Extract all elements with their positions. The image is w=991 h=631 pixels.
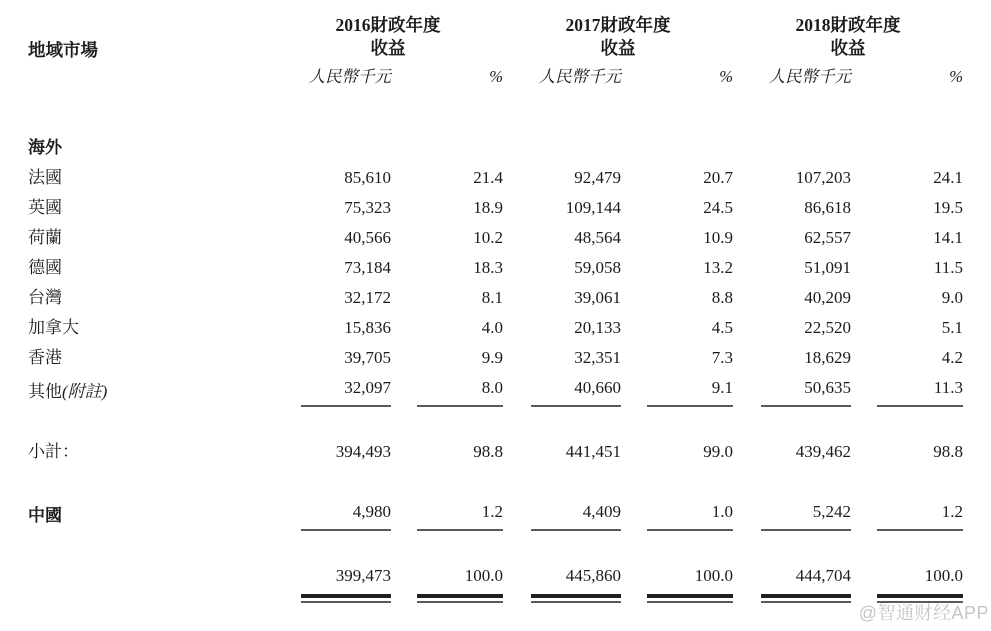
revenue-value: 39,061 — [574, 288, 621, 307]
single-rule: 1.0 — [647, 502, 733, 531]
percent-value: 18.9 — [473, 198, 503, 217]
fy2016-header-line1: 2016財政年度 — [335, 15, 441, 35]
double-rule: 100.0 — [417, 566, 503, 598]
revenue-value — [733, 497, 851, 531]
percent-value: 9.0 — [941, 288, 963, 307]
percent-header-2017: % — [719, 67, 733, 86]
percent-value: 24.1 — [933, 168, 963, 187]
single-rule: 1.2 — [417, 502, 503, 531]
single-rule: 11.3 — [877, 378, 963, 407]
region-label: 加拿大 — [28, 318, 79, 337]
revenue-value: 394,493 — [335, 442, 391, 461]
revenue-by-region-table — [28, 14, 963, 609]
percent-value: 98.8 — [473, 442, 503, 461]
percent-value — [391, 373, 503, 407]
percent-value: 4.2 — [941, 348, 963, 367]
percent-total-value — [391, 561, 503, 609]
revenue-value: 51,091 — [804, 258, 851, 277]
fy2016-header-line2: 收益 — [370, 38, 406, 58]
single-rule: 1.2 — [877, 502, 963, 531]
percent-value: 18.3 — [473, 258, 503, 277]
single-rule: 4,409 — [531, 502, 621, 531]
overseas-section-row — [28, 133, 963, 163]
percent-value — [391, 497, 503, 531]
percent-total-value — [621, 561, 733, 609]
revenue-value: 40,209 — [804, 288, 851, 307]
percent-value: 14.1 — [933, 228, 963, 247]
percent-value — [851, 373, 963, 407]
table-row-hongkong — [28, 343, 963, 373]
table-row-taiwan — [28, 283, 963, 313]
revenue-value: 18,629 — [804, 348, 851, 367]
revenue-value: 75,323 — [344, 198, 391, 217]
percent-value: 9.9 — [481, 348, 503, 367]
region-label: 香港 — [28, 348, 62, 367]
single-rule: 9.1 — [647, 378, 733, 407]
region-label: 德國 — [28, 258, 62, 277]
china-label: 中國 — [28, 506, 62, 525]
region-label: 荷蘭 — [28, 228, 62, 247]
others-note: (附註) — [62, 382, 108, 401]
revenue-total-value — [503, 561, 621, 609]
percent-value: 4.5 — [711, 318, 733, 337]
revenue-value: 32,172 — [344, 288, 391, 307]
spacer-row — [28, 407, 963, 437]
subtotal-label: 小計： — [28, 442, 79, 461]
region-label: 台灣 — [28, 288, 62, 307]
fy2018-header-line1: 2018財政年度 — [795, 15, 901, 35]
region-market-header: 地域市場 — [28, 40, 98, 60]
revenue-total-value — [273, 561, 391, 609]
unit-header-row — [28, 63, 963, 97]
fy2016-header — [273, 14, 503, 63]
table-row-china — [28, 497, 963, 531]
fy2018-header — [733, 14, 963, 63]
single-rule: 5,242 — [761, 502, 851, 531]
spacer-row — [28, 97, 963, 133]
spacer-row — [28, 531, 963, 561]
percent-value: 98.8 — [933, 442, 963, 461]
revenue-value: 15,836 — [344, 318, 391, 337]
single-rule: 4,980 — [301, 502, 391, 531]
single-rule: 40,660 — [531, 378, 621, 407]
revenue-value: 22,520 — [804, 318, 851, 337]
single-rule: 50,635 — [761, 378, 851, 407]
revenue-value — [273, 497, 391, 531]
revenue-value: 73,184 — [344, 258, 391, 277]
double-rule: 100.0 — [877, 566, 963, 598]
table-row-netherlands — [28, 223, 963, 253]
revenue-value: 32,351 — [574, 348, 621, 367]
revenue-value: 20,133 — [574, 318, 621, 337]
revenue-value: 109,144 — [565, 198, 621, 217]
overseas-section-label: 海外 — [28, 138, 62, 157]
percent-header-2018: % — [949, 67, 963, 86]
table-row-uk — [28, 193, 963, 223]
percent-value — [621, 373, 733, 407]
fy2017-header — [503, 14, 733, 63]
revenue-value — [503, 497, 621, 531]
revenue-value: 92,479 — [574, 168, 621, 187]
revenue-value — [273, 373, 391, 407]
double-rule: 100.0 — [647, 566, 733, 598]
revenue-value: 48,564 — [574, 228, 621, 247]
table-row-total — [28, 561, 963, 609]
total-label-empty — [28, 561, 273, 609]
percent-value: 21.4 — [473, 168, 503, 187]
unit-header-spacer — [28, 63, 273, 97]
percent-value — [621, 497, 733, 531]
revenue-value — [503, 373, 621, 407]
table-row-subtotal — [28, 437, 963, 467]
revenue-value: 441,451 — [565, 442, 621, 461]
revenue-value — [733, 373, 851, 407]
revenue-value: 39,705 — [344, 348, 391, 367]
revenue-value: 85,610 — [344, 168, 391, 187]
table-row-canada — [28, 313, 963, 343]
percent-value: 20.7 — [703, 168, 733, 187]
table-row-germany — [28, 253, 963, 283]
revenue-value: 62,557 — [804, 228, 851, 247]
region-label: 英國 — [28, 198, 62, 217]
table-row-france — [28, 163, 963, 193]
double-rule: 399,473 — [301, 566, 391, 598]
percent-value: 7.3 — [711, 348, 733, 367]
percent-value: 11.5 — [933, 258, 963, 277]
percent-value: 13.2 — [703, 258, 733, 277]
year-header-row — [28, 14, 963, 63]
single-rule: 32,097 — [301, 378, 391, 407]
others-label: 其他 — [28, 382, 62, 401]
fy2018-header-line2: 收益 — [830, 38, 866, 58]
revenue-value: 59,058 — [574, 258, 621, 277]
revenue-value: 107,203 — [795, 168, 851, 187]
percent-value — [851, 497, 963, 531]
watermark: @智通财经APP — [858, 603, 989, 623]
single-rule: 8.0 — [417, 378, 503, 407]
percent-value: 8.1 — [481, 288, 503, 307]
revenue-value: 439,462 — [795, 442, 851, 461]
revenue-total-value — [733, 561, 851, 609]
region-label — [28, 373, 273, 407]
percent-value: 5.1 — [941, 318, 963, 337]
percent-value: 24.5 — [703, 198, 733, 217]
rmb-unit-header-2017: 人民幣千元 — [538, 67, 621, 86]
percent-value: 10.9 — [703, 228, 733, 247]
spacer-row — [28, 467, 963, 497]
revenue-value: 40,566 — [344, 228, 391, 247]
percent-value: 19.5 — [933, 198, 963, 217]
table-row-others — [28, 373, 963, 407]
region-label: 法國 — [28, 168, 62, 187]
double-rule: 445,860 — [531, 566, 621, 598]
percent-value: 99.0 — [703, 442, 733, 461]
rmb-unit-header-2016: 人民幣千元 — [308, 67, 391, 86]
rmb-unit-header-2018: 人民幣千元 — [768, 67, 851, 86]
fy2017-header-line2: 收益 — [600, 38, 636, 58]
fy2017-header-line1: 2017財政年度 — [565, 15, 671, 35]
percent-value: 8.8 — [711, 288, 733, 307]
percent-header-2016: % — [489, 67, 503, 86]
revenue-value: 86,618 — [804, 198, 851, 217]
percent-value: 10.2 — [473, 228, 503, 247]
percent-value: 4.0 — [481, 318, 503, 337]
double-rule: 444,704 — [761, 566, 851, 598]
